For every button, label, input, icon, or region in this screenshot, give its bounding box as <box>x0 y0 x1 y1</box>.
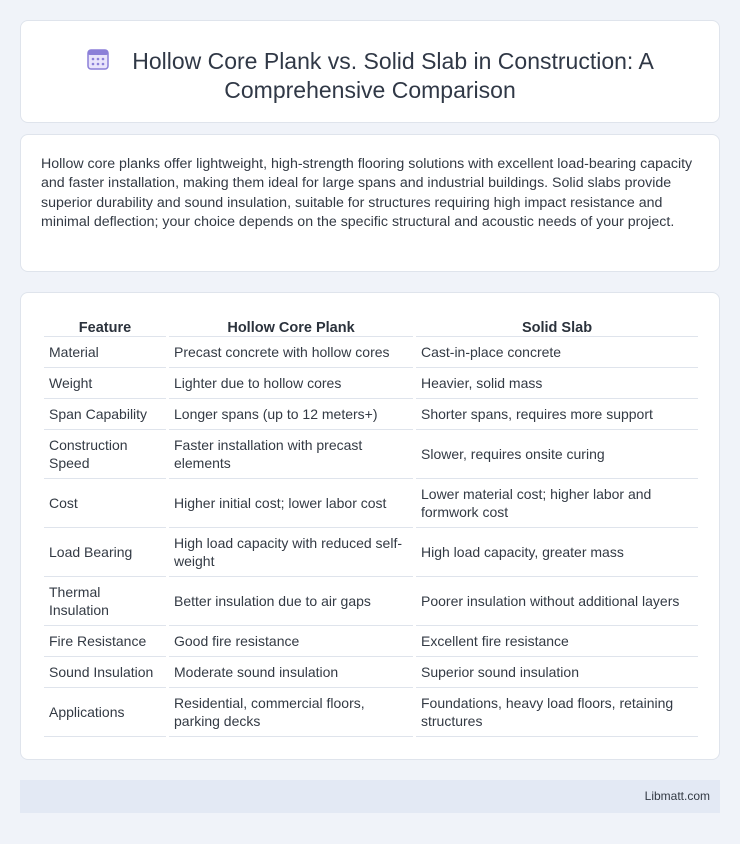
cell-feature: Cost <box>44 479 166 528</box>
title-wrap <box>21 47 719 105</box>
cell-hollow-core-plank: Moderate sound insulation <box>169 657 413 688</box>
cell-feature: Thermal Insulation <box>44 577 166 626</box>
cell-hollow-core-plank: Precast concrete with hollow cores <box>169 337 413 368</box>
cell-feature: Span Capability <box>44 399 166 430</box>
table-row <box>44 337 698 368</box>
cell-hollow-core-plank: Better insulation due to air gaps <box>169 577 413 626</box>
title-card <box>20 20 720 123</box>
cell-solid-slab: High load capacity, greater mass <box>416 528 698 577</box>
table-row <box>44 430 698 479</box>
cell-feature: Applications <box>44 688 166 737</box>
page-title-text: Hollow Core Plank vs. Solid Slab in Construction: A Comprehensive Comparison <box>132 48 654 103</box>
cell-hollow-core-plank: Residential, commercial floors, parking decks <box>169 688 413 737</box>
cell-feature: Construction Speed <box>44 430 166 479</box>
cell-feature: Material <box>44 337 166 368</box>
table-body <box>44 337 698 737</box>
cell-solid-slab: Excellent fire resistance <box>416 626 698 657</box>
header-feature: Feature <box>44 315 166 337</box>
header-hollow-core-plank: Hollow Core Plank <box>169 315 413 337</box>
table-row <box>44 657 698 688</box>
table-row <box>44 368 698 399</box>
table-row <box>44 577 698 626</box>
cell-hollow-core-plank: Faster installation with precast elements <box>169 430 413 479</box>
cell-feature: Fire Resistance <box>44 626 166 657</box>
cell-feature: Weight <box>44 368 166 399</box>
table-header-row <box>44 315 698 337</box>
table-row <box>44 528 698 577</box>
cell-hollow-core-plank: Longer spans (up to 12 meters+) <box>169 399 413 430</box>
cell-hollow-core-plank: High load capacity with reduced self-weight <box>169 528 413 577</box>
table-row <box>44 479 698 528</box>
cell-solid-slab: Cast-in-place concrete <box>416 337 698 368</box>
cell-solid-slab: Foundations, heavy load floors, retaining structures <box>416 688 698 737</box>
footer <box>20 780 720 813</box>
summary-card <box>20 134 720 272</box>
cell-solid-slab: Poorer insulation without additional layers <box>416 577 698 626</box>
footer-site-link[interactable]: Libmatt.com <box>644 789 710 803</box>
table-row <box>44 626 698 657</box>
cell-hollow-core-plank: Good fire resistance <box>169 626 413 657</box>
table-row <box>44 688 698 737</box>
cell-hollow-core-plank: Higher initial cost; lower labor cost <box>169 479 413 528</box>
cell-feature: Load Bearing <box>44 528 166 577</box>
cell-feature: Sound Insulation <box>44 657 166 688</box>
page-title <box>21 47 719 105</box>
calendar-icon <box>86 47 110 71</box>
comparison-table-card <box>20 292 720 760</box>
header-solid-slab: Solid Slab <box>416 315 698 337</box>
cell-solid-slab: Lower material cost; higher labor and formwork cost <box>416 479 698 528</box>
cell-solid-slab: Superior sound insulation <box>416 657 698 688</box>
table-row <box>44 399 698 430</box>
summary-text: Hollow core planks offer lightweight, high-strength flooring solutions with excellent load-bearing capacity and faster installation, making them ideal for large spans and industrial buildings. Solid slabs provide superior durability and sound insulation, suitable for structures requiring high impact resistance and minimal deflection; your choice depends on the specific structural and acoustic needs of your project. <box>41 156 693 231</box>
cell-solid-slab: Slower, requires onsite curing <box>416 430 698 479</box>
cell-solid-slab: Shorter spans, requires more support <box>416 399 698 430</box>
comparison-table <box>41 315 701 737</box>
cell-solid-slab: Heavier, solid mass <box>416 368 698 399</box>
cell-hollow-core-plank: Lighter due to hollow cores <box>169 368 413 399</box>
